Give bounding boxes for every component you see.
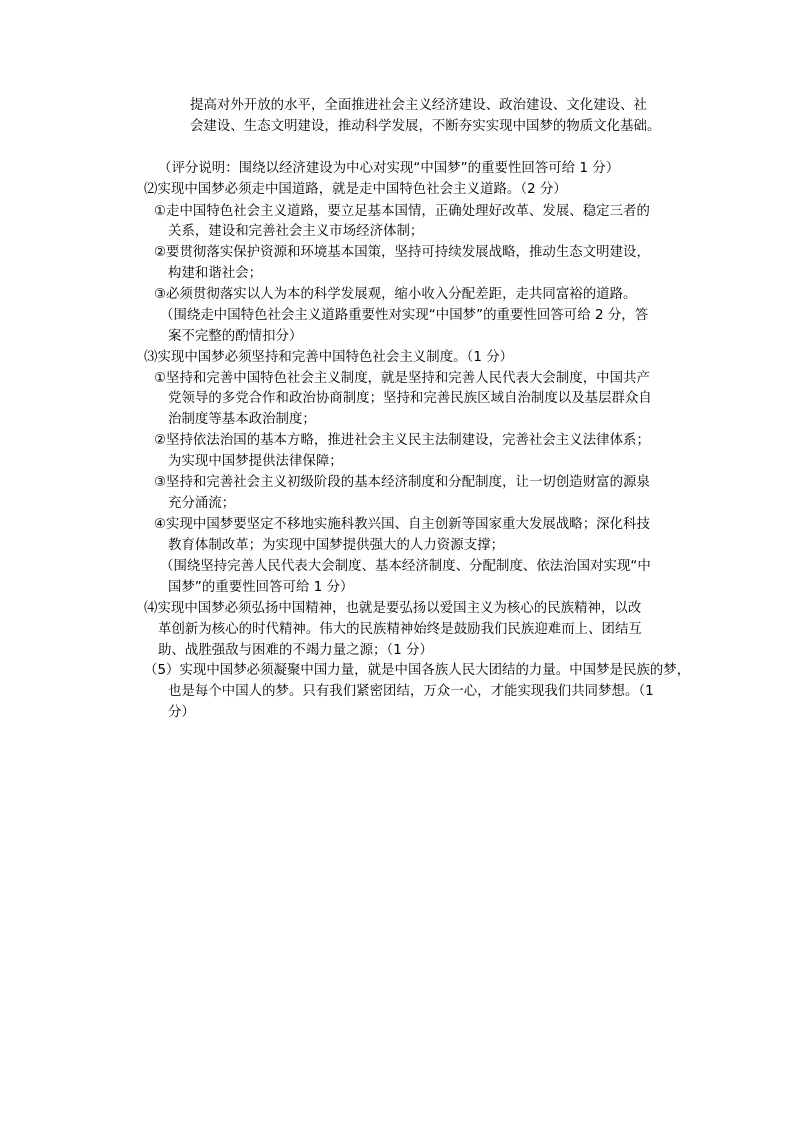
- scoring-note: （评分说明：围绕以经济建设为中心对实现“中国梦”的重要性回答可给 1 分）: [158, 161, 620, 176]
- section-heading-2: ⑵实现中国梦必须走中国道路，就是走中国特色社会主义道路。（2 分）: [144, 182, 567, 197]
- text-line: ①走中国特色社会主义道路，要立足基本国情，正确处理好改革、发展、稳定三者的: [154, 204, 650, 219]
- text-line: 为实现中国梦提供法律保障；: [168, 454, 343, 469]
- text-line: ③必须贯彻落实以人为本的科学发展观，缩小收入分配差距，走共同富裕的道路。: [154, 287, 637, 302]
- text-line: 关系，建设和完善社会主义市场经济体制；: [168, 224, 424, 239]
- scoring-note: （围绕走中国特色社会主义道路重要性对实现“中国梦”的重要性回答可给 2 分，答: [160, 308, 649, 323]
- text-line: ④实现中国梦要坚定不移地实施科教兴国、自主创新等国家重大发展战略；深化科技: [154, 517, 650, 532]
- text-line: 分）: [168, 705, 195, 720]
- text-line: ①坚持和完善中国特色社会主义制度，就是坚持和完善人民代表大会制度，中国共产: [154, 371, 650, 386]
- section-heading-5: （5）实现中国梦必须凝聚中国力量，就是中国各族人民大团结的力量。中国梦是民族的梦，: [144, 663, 691, 678]
- text-line: 充分涌流；: [168, 496, 236, 511]
- section-heading-3: ⑶实现中国梦必须坚持和完善中国特色社会主义制度。（1 分）: [144, 350, 514, 365]
- text-line: 革创新为核心的时代精神。伟大的民族精神始终是鼓励我们民族迎难而上、团结互: [158, 622, 642, 637]
- text-line: 党领导的多党合作和政治协商制度；坚持和完善民族区域自治制度以及基层群众自: [168, 391, 652, 406]
- text-line: ②坚持依法治国的基本方略，推进社会主义民主法制建设，完善社会主义法律体系；: [154, 433, 650, 448]
- text-line: 治制度等基本政治制度；: [168, 412, 316, 427]
- scoring-note: 国梦”的重要性回答可给 1 分）: [168, 580, 354, 595]
- text-line: ②要贯彻落实保护资源和环境基本国策，坚持可持续发展战略，推动生态文明建设，: [154, 245, 650, 260]
- text-line: 会建设、生态文明建设，推动科学发展，不断夯实实现中国梦的物质文化基础。: [190, 119, 661, 134]
- text-line: 提高对外开放的水平，全面推进社会主义经济建设、政治建设、文化建设、社: [190, 98, 647, 113]
- scoring-note: （围绕坚持完善人民代表大会制度、基本经济制度、分配制度、依法治国对实现“中: [160, 559, 651, 574]
- scoring-note: 案不完整的酌情扣分）: [168, 329, 303, 344]
- text-line: 助、战胜强敌与困难的不竭力量之源；（1 分）: [158, 643, 433, 658]
- section-heading-4: ⑷实现中国梦必须弘扬中国精神，也就是要弘扬以爱国主义为核心的民族精神，以改: [144, 601, 642, 616]
- text-line: 教育体制改革；为实现中国梦提供强大的人力资源支撑；: [168, 538, 505, 553]
- text-line: 也是每个中国人的梦。只有我们紧密团结，万众一心，才能实现我们共同梦想。（1: [168, 684, 654, 699]
- text-line: 构建和谐社会；: [168, 266, 263, 281]
- text-line: ③坚持和完善社会主义初级阶段的基本经济制度和分配制度，让一切创造财富的源泉: [154, 475, 650, 490]
